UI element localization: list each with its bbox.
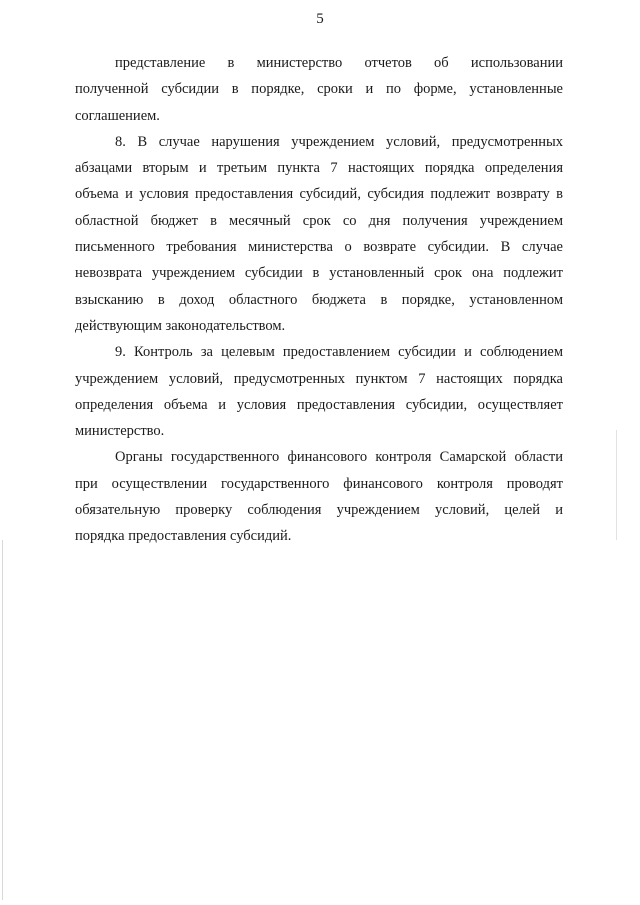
text-line: объема и условия предоставления субсидий, субсидия подлежит возврату в bbox=[75, 186, 563, 203]
text-line: действующим законодательством. bbox=[75, 317, 286, 334]
text-line: Органы государственного финансового контроля Самарской области bbox=[115, 449, 563, 466]
text-line: абзацами вторым и третьим пункта 7 настоящих порядка определения bbox=[75, 160, 563, 177]
paragraph-item-9 bbox=[75, 339, 563, 444]
scan-edge-mark bbox=[616, 430, 617, 540]
page-number: 5 bbox=[316, 11, 324, 27]
text-line: взысканию в доход областного бюджета в порядке, установленном bbox=[75, 291, 563, 308]
text-line: письменного требования министерства о возврате субсидии. В случае bbox=[75, 239, 563, 256]
text-line: 9. Контроль за целевым предоставлением субсидии и соблюдением bbox=[115, 344, 563, 361]
text-line: 8. В случае нарушения учреждением условий, предусмотренных bbox=[115, 133, 563, 150]
paragraph-item-8 bbox=[75, 129, 563, 339]
text-line: при осуществлении государственного финансового контроля проводят bbox=[75, 475, 563, 492]
text-line: обязательную проверку соблюдения учреждением условий, целей и bbox=[75, 502, 563, 519]
paragraph-continuation bbox=[75, 50, 563, 129]
text-line: министерство. bbox=[75, 423, 165, 440]
paragraph-control-bodies bbox=[75, 444, 563, 549]
text-line: невозврата учреждением субсидии в установленный срок она подлежит bbox=[75, 265, 563, 282]
scan-edge-mark bbox=[2, 540, 3, 900]
text-line: полученной субсидии в порядке, сроки и по форме, установленные bbox=[75, 81, 563, 98]
text-line: определения объема и условия предоставления субсидии, осуществляет bbox=[75, 396, 563, 413]
text-line: учреждением условий, предусмотренных пунктом 7 настоящих порядка bbox=[75, 370, 563, 387]
document-body bbox=[75, 50, 563, 550]
text-line: представление в министерство отчетов об использовании bbox=[115, 55, 563, 71]
text-line: соглашением. bbox=[75, 107, 160, 124]
text-line: областной бюджет в месячный срок со дня получения учреждением bbox=[75, 212, 563, 229]
text-line: порядка предоставления субсидий. bbox=[75, 528, 292, 545]
